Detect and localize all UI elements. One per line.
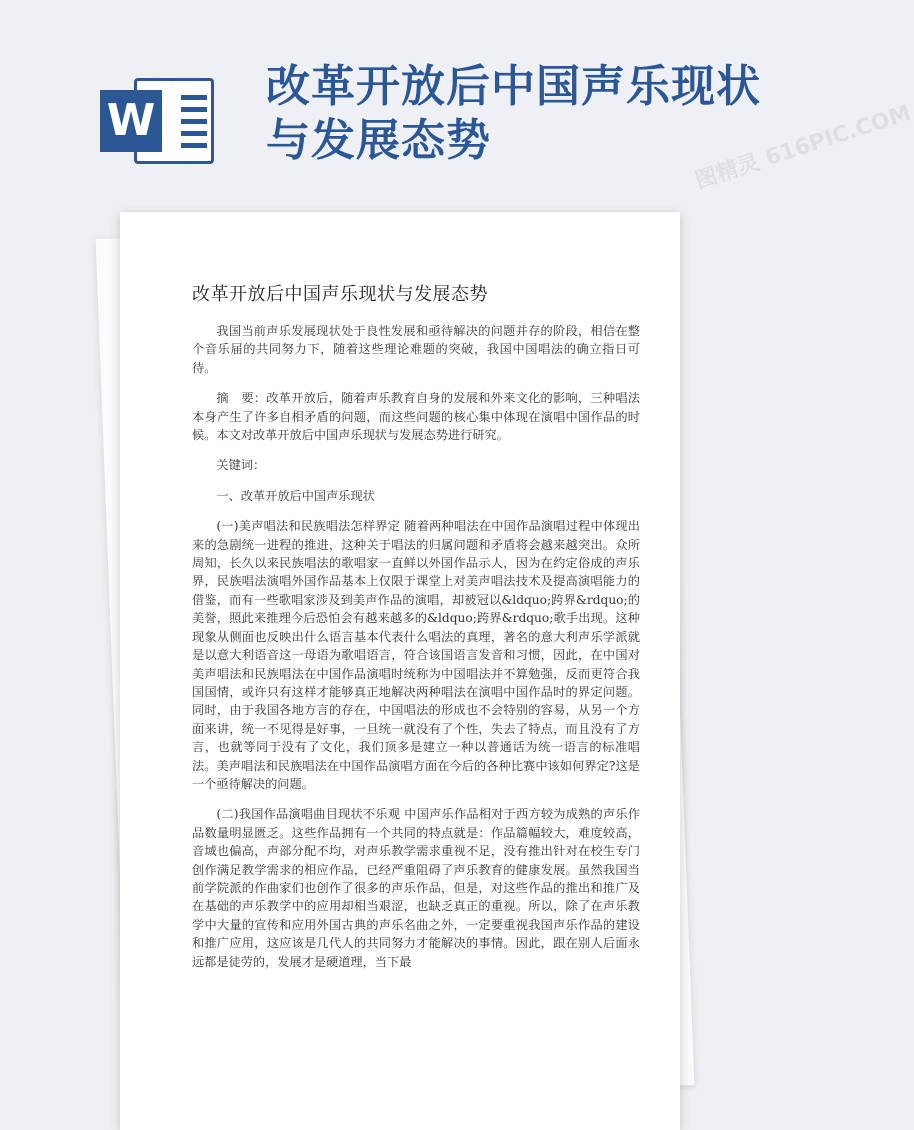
document-body: [192, 322, 640, 987]
body-paragraph-2: (二)我国作品演唱曲目现状不乐观 中国声乐作品相对于西方较为成熟的声乐作品数量明显匮乏。这些作品拥有一个共同的特点就是：作品篇幅较大，难度较高，音域也偏高，声部分配不均，对声乐教学需求重视不足，没有推出针对在校生专门创作满足教学需求的相应作品，已经严重阻碍了声乐教育的健康发展。虽然我国当前学院派的作曲家们也创作了很多的声乐作品，但是，对这些作品的推出和推广及在基础的声乐教学中的应用却相当艰涩，也缺乏真正的重视。所以，除了在声乐教学中大量的宣传和应用外国古典的声乐名曲之外，一定要重视我国声乐作品的建设和推广应用，这应该是几代人的共同努力才能解决的事情。因此，跟在别人后面永远都是徒劳的，发展才是硬道理，当下最: [192, 807, 640, 969]
word-icon: [100, 72, 218, 168]
intro-paragraph: 我国当前声乐发展现状处于良性发展和亟待解决的问题并存的阶段，相信在整个音乐届的共同努力下，随着这些理论难题的突破，我国中国唱法的确立指日可待。: [192, 324, 640, 375]
word-letter-badge: W: [100, 90, 162, 152]
keywords-line: 关键词：: [216, 458, 266, 473]
watermark-text: 图精灵 616PIC.COM: [692, 100, 914, 195]
body-paragraph-1: (一)美声唱法和民族唱法怎样界定 随着两种唱法在中国作品演唱过程中体现出来的急剧统一进程的推进，这种关于唱法的归属问题和矛盾将会越来越突出。众所周知，长久以来民族唱法的歌唱家一直鲜以外国作品示人，因为在约定俗成的声乐界，民族唱法演唱外国作品基本上仅限于课堂上对美声唱法技术及提高演唱能力的借鉴，而有一些歌唱家涉及到美声作品的演唱，却被冠以&ldquo;跨界&rdquo;的美誉，照此来推理今后恐怕会有越来越多的&ldquo;跨界&rdquo;歌手出现。这种现象从侧面也反映出什么语言基本代表什么唱法的真理，著名的意大利声乐学派就是以意大利语音这一母语为歌唱语言，符合该国语言发音和习惯，因此，在中国对美声唱法和民族唱法在中国作品演唱时统称为中国唱法并不算勉强，反而更符合我国国情，或许只有这样才能够真正地解决两种唱法在演唱中国作品时的界定问题。同时，由于我国各地方言的存在，中国唱法的形成也不会特别的容易，从另一个方面来讲，统一不见得是好事，一旦统一就没有了个性，失去了特点，而且没有了方言，也就等同于没有了文化，我们顶多是建立一种以普通话为统一语言的标准唱法。美声唱法和民族唱法在中国作品演唱方面在今后的各种比赛中该如何界定?这是一个亟待解决的问题。: [192, 519, 640, 791]
abstract-paragraph: 摘 要：改革开放后，随着声乐教育自身的发展和外来文化的影响，三种唱法本身产生了许多自相矛盾的问题，而这些问题的核心集中体现在演唱中国作品的时候。本文对改革开放后中国声乐现状与发展态势进行研究。: [192, 391, 640, 443]
document-title: 改革开放后中国声乐现状与发展态势: [192, 284, 488, 305]
document-page: [120, 212, 680, 1130]
section-heading-1: 一、改革开放后中国声乐现状: [216, 488, 375, 503]
banner-title: 改革开放后中国声乐现状与发展态势: [266, 61, 761, 166]
banner-header: [0, 0, 800, 210]
